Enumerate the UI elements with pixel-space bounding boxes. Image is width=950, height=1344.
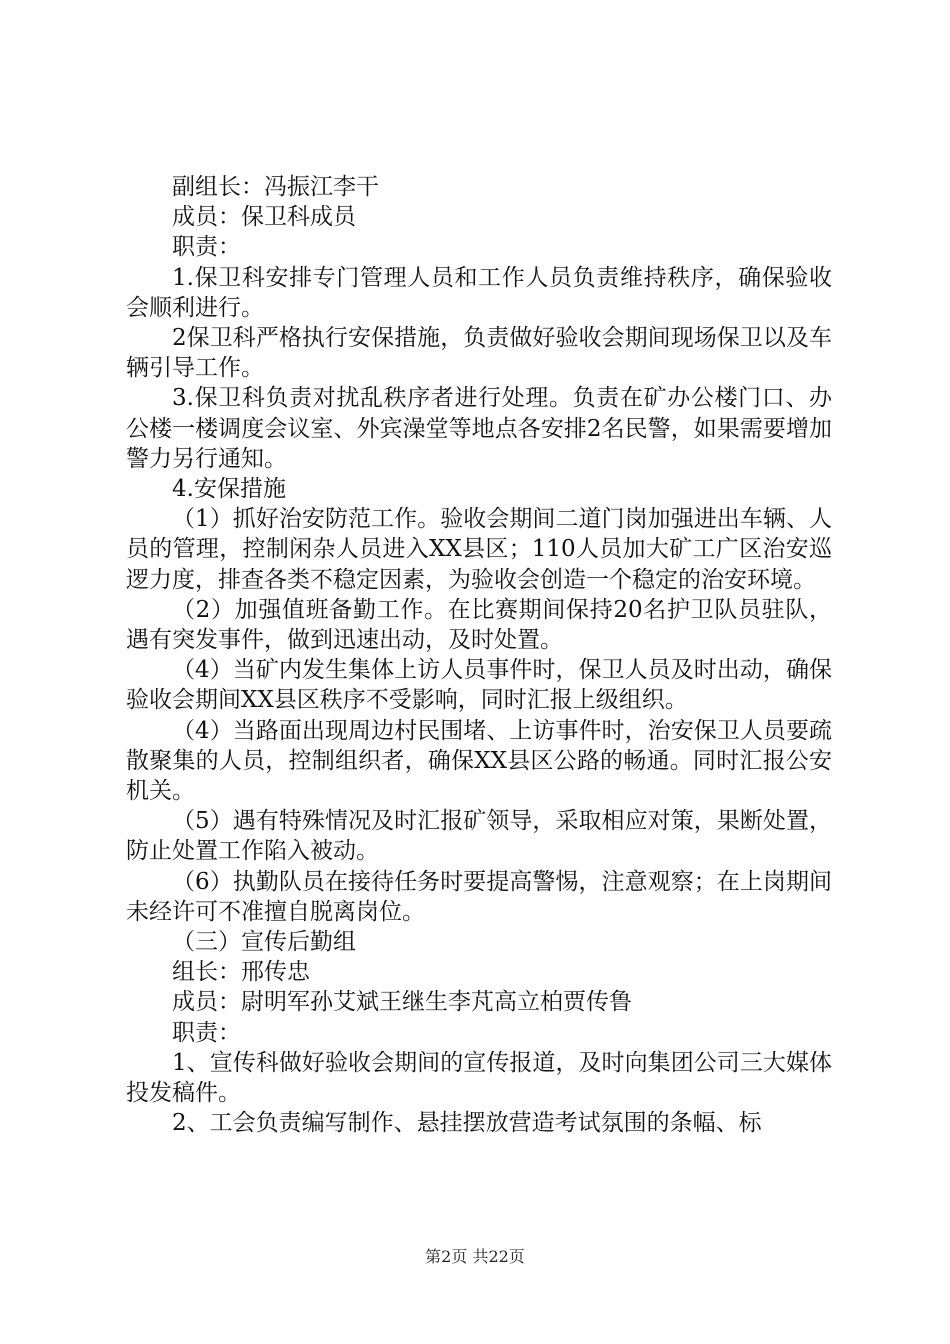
- paragraph-group-members: 成员：尉明军孙艾斌王继生李芃高立柏贾传鲁: [172, 989, 632, 1016]
- page-number-footer: 第2页 共22页: [425, 1247, 525, 1266]
- paragraph-measure-6: （6）执勤队员在接待任务时要提高警惕，注意观察；在上岗期间未经许可不准擅自脱离岗位。: [126, 868, 832, 925]
- paragraph-measure-4a: （4）当矿内发生集体上访人员事件时，保卫人员及时出动，确保验收会期间XX县区秩序不受影响，同时汇报上级组织。: [126, 657, 832, 714]
- paragraph-duties-heading: 职责：: [172, 234, 241, 261]
- paragraph-duty-3: 3.保卫科负责对扰乱秩序者进行处理。负责在矿办公楼门口、办公楼一楼调度会议室、外宾澡堂等地点各安排2名民警，如果需要增加警力另行通知。: [126, 385, 832, 472]
- paragraph-group-duty-2: 2、工会负责编写制作、悬挂摆放营造考试氛围的条幅、标: [172, 1110, 762, 1137]
- paragraph-duty-2: 2保卫科严格执行安保措施，负责做好验收会期间现场保卫以及车辆引导工作。: [126, 325, 832, 382]
- document-body: [126, 172, 832, 1139]
- section-heading-publicity-logistics: （三）宣传后勤组: [172, 929, 356, 956]
- paragraph-security-measures-heading: 4.安保措施: [172, 476, 286, 503]
- paragraph-group-duty-1: 1、宣传科做好验收会期间的宣传报道，及时向集团公司三大媒体投发稿件。: [126, 1049, 832, 1107]
- paragraph-measure-1: （1）抓好治安防范工作。验收会期间二道门岗加强进出车辆、人员的管理，控制闲杂人员进入XX县区；110人员加大矿工广区治安巡逻力度，排查各类不稳定因素，为验收会创造一个稳定的治安环境。: [126, 506, 832, 593]
- paragraph-duty-1: 1.保卫科安排专门管理人员和工作人员负责维持秩序，确保验收会顺利进行。: [126, 264, 832, 321]
- paragraph-deputy-leader: 副组长：冯振江李干: [172, 174, 379, 200]
- paragraph-group-leader: 组长：邢传忠: [172, 959, 310, 986]
- paragraph-group-duties-heading: 职责：: [172, 1019, 241, 1046]
- paragraph-measure-2: （2）加强值班备勤工作。在比赛期间保持20名护卫队员驻队，遇有突发事件，做到迅速出动，及时处置。: [126, 596, 832, 654]
- paragraph-measure-4b: （4）当路面出现周边村民围堵、上访事件时，治安保卫人员要疏散聚集的人员，控制组织者，确保XX县区公路的畅通。同时汇报公安机关。: [126, 717, 832, 805]
- paragraph-measure-5: （5）遇有特殊情况及时汇报矿领导，采取相应对策，果断处置，防止处置工作陷入被动。: [126, 808, 832, 865]
- paragraph-members: 成员：保卫科成员: [172, 204, 356, 231]
